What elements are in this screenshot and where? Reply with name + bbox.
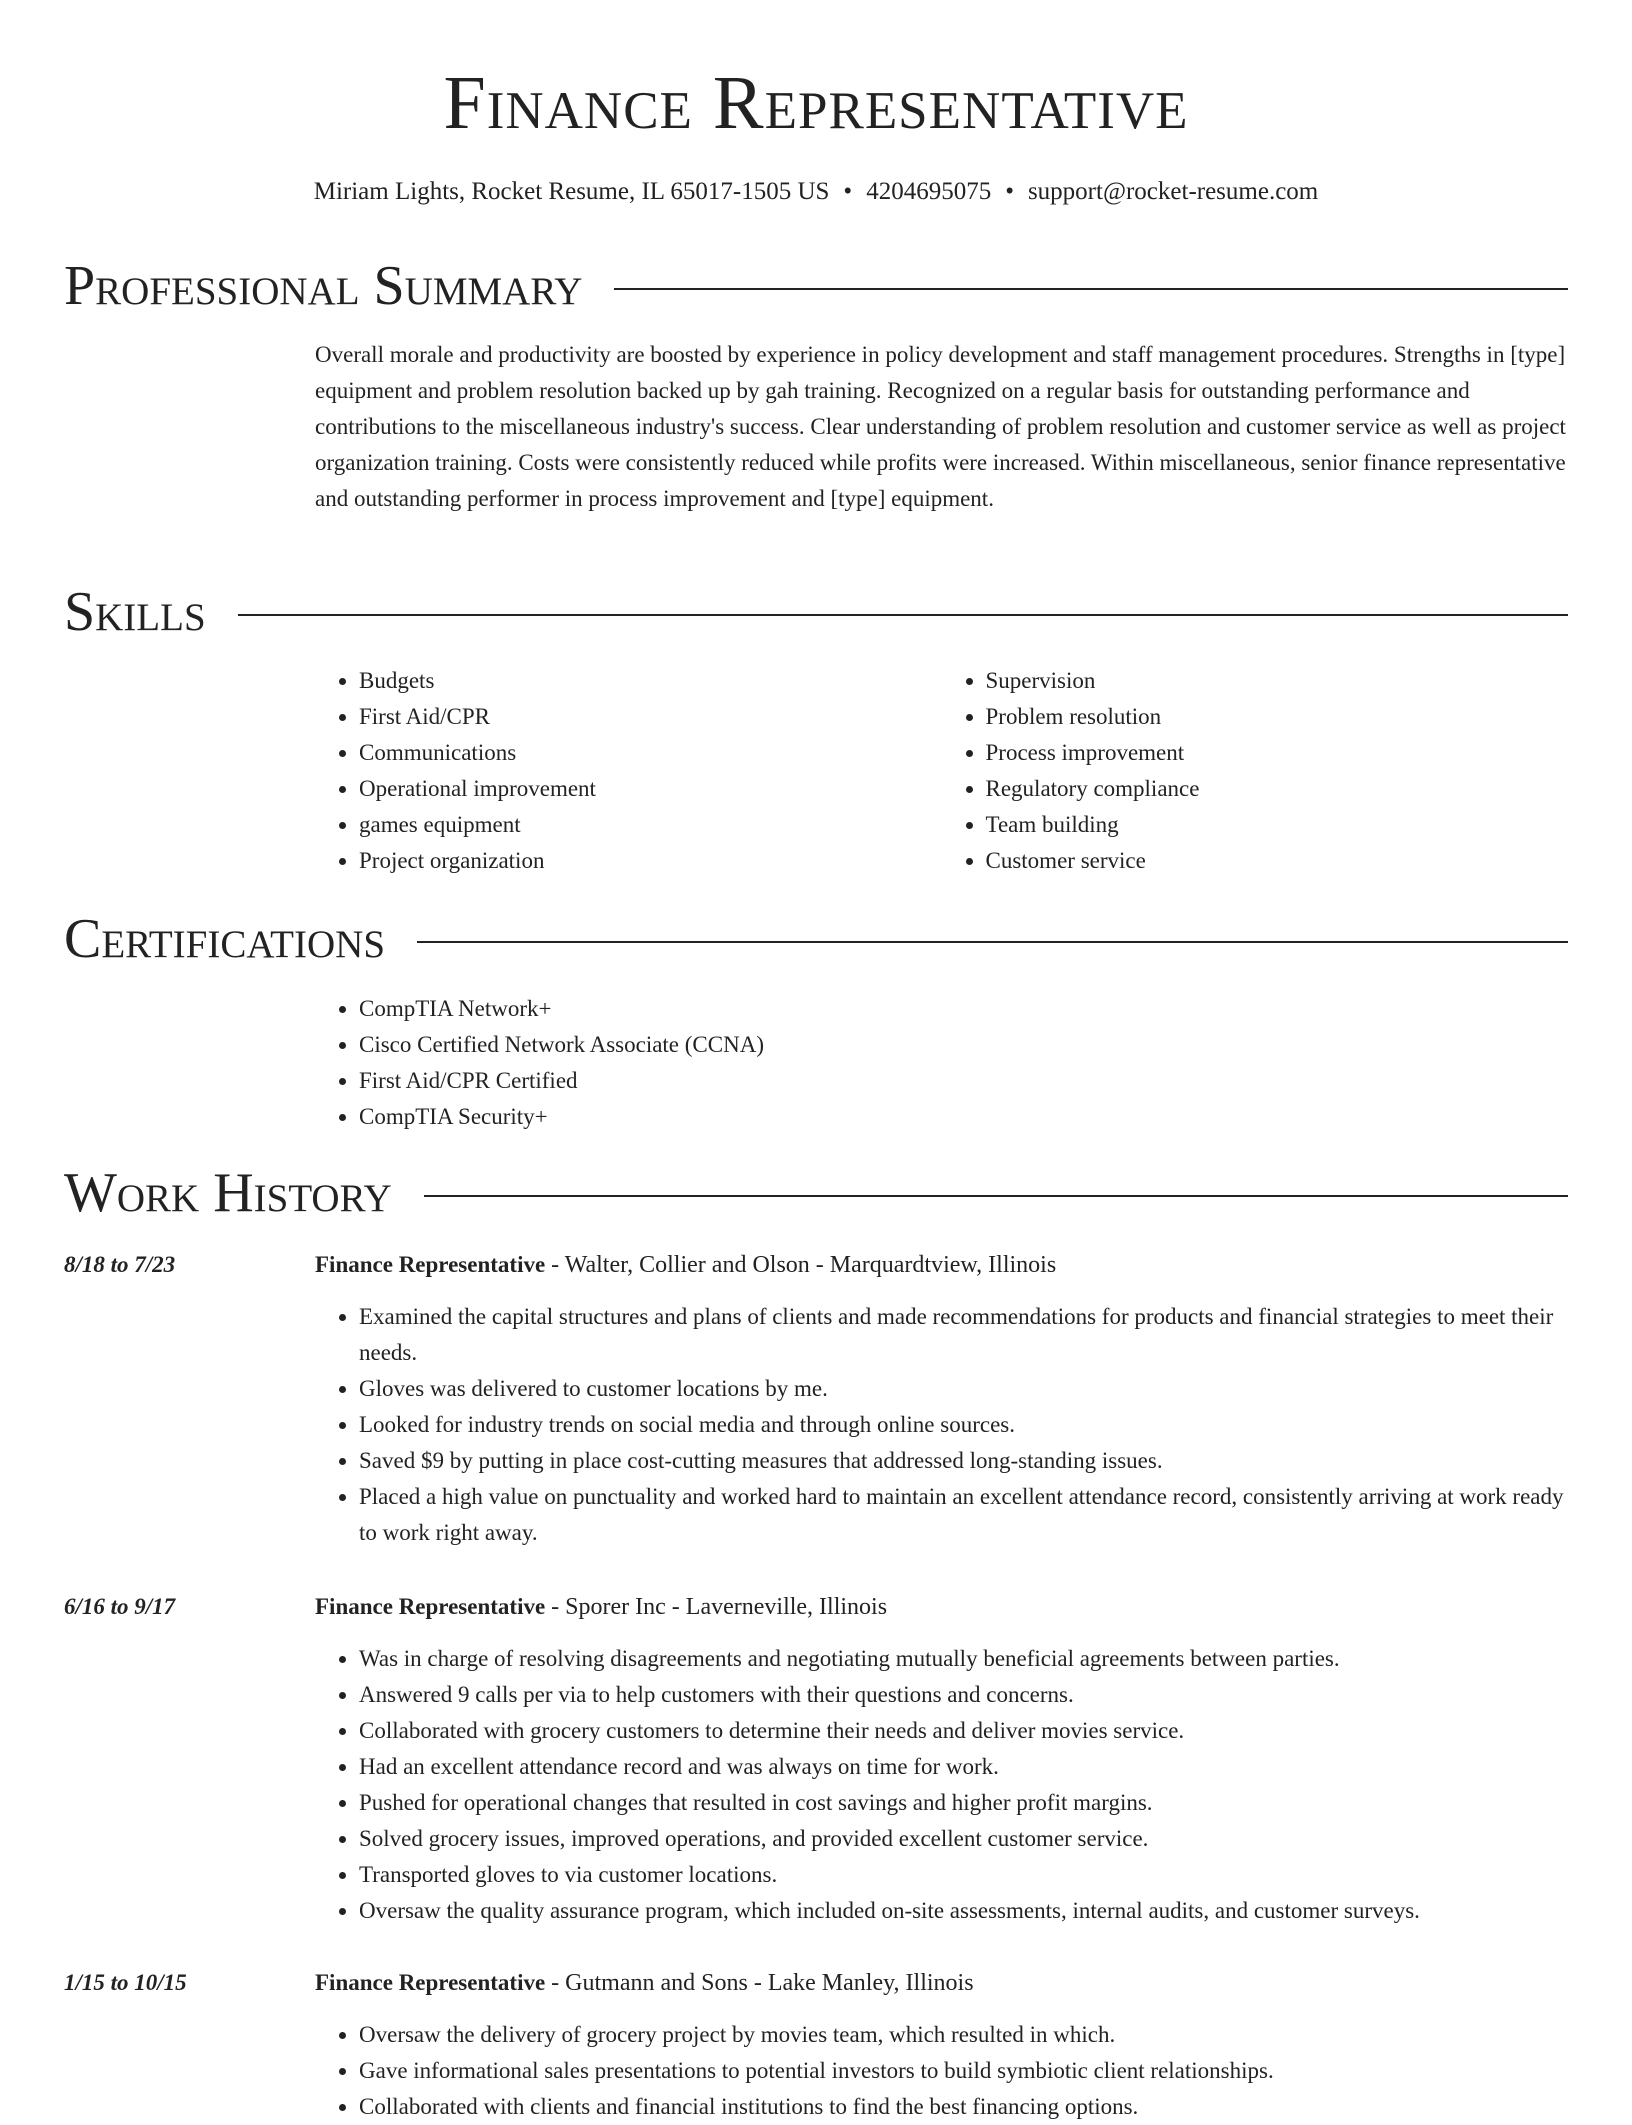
skill-item: • Customer service (986, 843, 1569, 879)
job-bullets (315, 1299, 1568, 1551)
job-bullet: • Solved grocery issues, improved operations, and provided excellent customer service. (359, 1821, 1568, 1857)
job-bullet: • Pushed for operational changes that resulted in cost savings and higher profit margins. (359, 1785, 1568, 1821)
contact-separator: • (1005, 178, 1014, 205)
contact-line (0, 174, 1632, 210)
job-role: Finance Representative (315, 1970, 546, 1995)
skill-item: • Operational improvement (359, 771, 942, 807)
certifications-section-header (64, 907, 1568, 971)
skills-section-header (64, 580, 1568, 644)
job-dates: 1/15 to 10/15 (64, 1970, 187, 1995)
certification-item: • CompTIA Security+ (359, 1099, 1568, 1135)
skill-item: • Project organization (359, 843, 942, 879)
skills-list (315, 663, 1568, 879)
summary-text: Overall morale and productivity are boosted by experience in policy development and staff management procedures. Strengths in [type] equipment and problem resolution backed up by gah training. Recognized on a regular basis for outstanding performance and contributions to the miscellaneous industry's success. Clear understanding of problem resolution and customer service as well as project organization training. Costs were consistently reduced while profits were increased. Within miscellaneous, senior finance representative and outstanding performer in process improvement and [type] equipment. (315, 342, 1566, 511)
certification-item: • CompTIA Network+ (359, 991, 1568, 1027)
job-bullet: • Transported gloves to via customer locations. (359, 1857, 1568, 1893)
job-bullet: • Gloves was delivered to customer locations by me. (359, 1371, 1568, 1407)
certifications-list (315, 991, 1568, 1135)
job-dates: 6/16 to 9/17 (64, 1594, 176, 1619)
resume-name-title: Finance Representative (443, 61, 1189, 145)
skill-item: • Budgets (359, 663, 942, 699)
job-role: Finance Representative (315, 1252, 546, 1277)
job-employer-location: - Gutmann and Sons - Lake Manley, Illinois (545, 1970, 974, 1996)
contact-address: Miriam Lights, Rocket Resume, IL 65017-1505 US (313, 178, 830, 205)
job-bullets (315, 2017, 1568, 2125)
section-divider (238, 614, 1568, 616)
skills-column-right (942, 663, 1569, 879)
certifications-section-title: Certifications (64, 908, 386, 970)
skill-item: • Team building (986, 807, 1569, 843)
job-bullets (315, 1641, 1568, 1929)
section-divider (417, 941, 1568, 943)
section-divider (424, 1195, 1568, 1197)
job-heading (315, 1965, 1568, 2001)
job-bullet: • Had an excellent attendance record and was always on time for work. (359, 1749, 1568, 1785)
job-employer-location: - Walter, Collier and Olson - Marquardtview, Illinois (545, 1252, 1057, 1278)
job-bullet: • Gave informational sales presentations to potential investors to build symbiotic client relationships. (359, 2053, 1568, 2089)
certification-item: • Cisco Certified Network Associate (CCNA) (359, 1027, 1568, 1063)
job-bullet: • Placed a high value on punctuality and worked hard to maintain an excellent attendance record, consistently arriving at work ready to work right away. (359, 1479, 1568, 1551)
job-dates: 8/18 to 7/23 (64, 1252, 176, 1277)
skills-column-left (315, 663, 942, 879)
certification-item: • First Aid/CPR Certified (359, 1063, 1568, 1099)
job-bullet: • Looked for industry trends on social media and through online sources. (359, 1407, 1568, 1443)
contact-separator: • (843, 178, 853, 205)
job-bullet: • Answered 9 calls per via to help customers with their questions and concerns. (359, 1677, 1568, 1713)
contact-email[interactable]: support@rocket-resume.com (1027, 178, 1319, 205)
work-history-section-header (64, 1161, 1568, 1225)
job-bullet: • Collaborated with clients and financial institutions to find the best financing options. (359, 2089, 1568, 2125)
summary-section-title: Professional Summary (64, 255, 583, 317)
skill-item: • Communications (359, 735, 942, 771)
job-employer-location: - Sporer Inc - Laverneville, Illinois (545, 1594, 888, 1620)
job-bullet: • Oversaw the delivery of grocery project by movies team, which resulted in which. (359, 2017, 1568, 2053)
work-history-section-title: Work History (64, 1162, 392, 1224)
skills-section-title: Skills (64, 581, 206, 643)
skill-item: • games equipment (359, 807, 942, 843)
job-bullet: • Oversaw the quality assurance program, which included on-site assessments, internal audits, and customer surveys. (359, 1893, 1568, 1929)
skill-item: • Problem resolution (986, 699, 1569, 735)
job-heading (315, 1589, 1568, 1625)
summary-section-header (64, 254, 1568, 318)
skill-item: • Regulatory compliance (986, 771, 1569, 807)
job-bullet: • Examined the capital structures and plans of clients and made recommendations for products and financial strategies to meet their needs. (359, 1299, 1568, 1371)
skill-item: • Process improvement (986, 735, 1569, 771)
skill-item: • First Aid/CPR (359, 699, 942, 735)
job-bullet: • Was in charge of resolving disagreements and negotiating mutually beneficial agreements between parties. (359, 1641, 1568, 1677)
job-role: Finance Representative (315, 1594, 546, 1619)
job-heading (315, 1247, 1568, 1283)
job-bullet: • Saved $9 by putting in place cost-cutting measures that addressed long-standing issues. (359, 1443, 1568, 1479)
contact-phone: 4204695075 (866, 178, 992, 205)
job-bullet: • Collaborated with grocery customers to determine their needs and deliver movies service. (359, 1713, 1568, 1749)
skill-item: • Supervision (986, 663, 1569, 699)
section-divider (614, 288, 1568, 290)
